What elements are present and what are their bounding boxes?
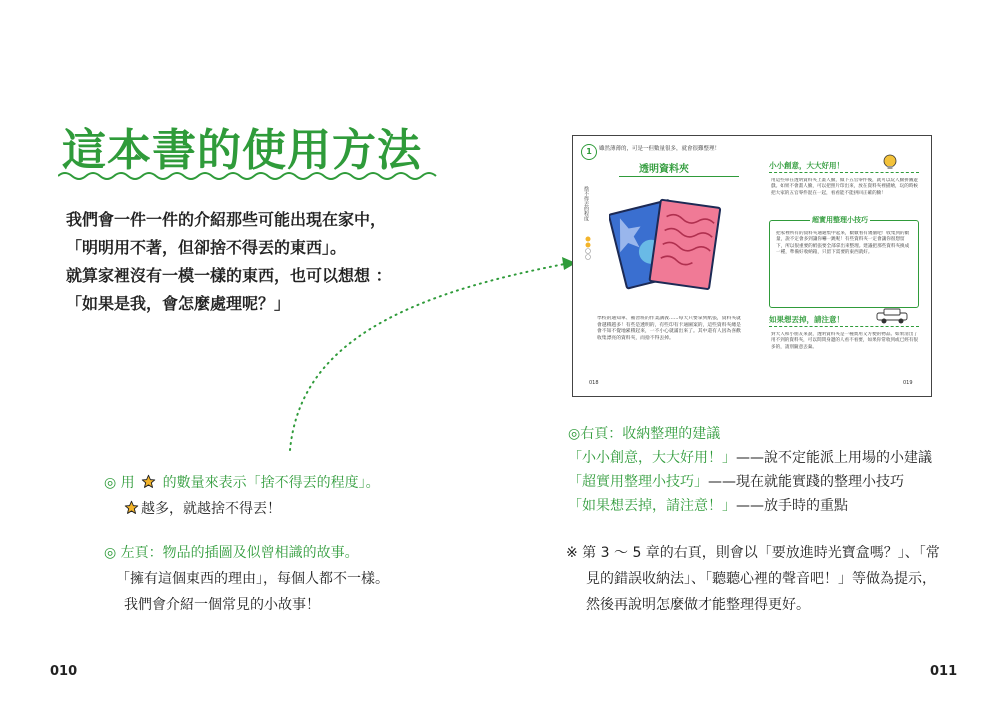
rnotes-heading: ◎右頁：收納整理的建議 bbox=[568, 426, 721, 442]
rnotes-item bbox=[568, 470, 932, 494]
thumb-caption: 雖然薄薄的，可是一但數量很多，就會很難整理！ bbox=[599, 146, 721, 152]
rnotes-item-desc: ——說不定能派上用場的小建議 bbox=[736, 450, 932, 466]
thumb-page-right: 019 bbox=[903, 380, 913, 386]
thumb-tip3-text: 對大人和小朋友來說，透明資料夾是一種實用又方便的物品。如果清出了用不到的資料夾，可以問問身邊的人看不看要，如果你常收到或已經有很多的，請別隨意丟棄。 bbox=[771, 332, 919, 350]
chapter-note-line: ※ 第 3 ～ 5 章的右頁，則會以「要放進時光寶盒嗎？」、「常 bbox=[566, 545, 940, 561]
note2-line: 「擁有這個東西的理由」，每個人都不一樣。 bbox=[116, 571, 389, 587]
note1-line2: 越多，就越捨不得丟！ bbox=[141, 501, 281, 517]
thumb-tip-rule bbox=[769, 172, 919, 173]
intro-line: 「明明用不著，但卻捨不得丟的東西」。 bbox=[66, 238, 347, 257]
rnotes-item-desc: ——放手時的重點 bbox=[736, 498, 848, 514]
thumb-tip2-title: 超實用整理小技巧 bbox=[812, 216, 868, 224]
example-spread-thumbnail bbox=[572, 135, 932, 397]
chapter-note bbox=[566, 540, 956, 618]
title-wave-underline bbox=[58, 170, 446, 182]
rnotes-item-desc: ——現在就能實踐的整理小技巧 bbox=[708, 474, 904, 490]
page-title: 這本書的使用方法 bbox=[62, 125, 422, 176]
note1-suffix: 的數量來表示「捨不得丟的程度」。 bbox=[162, 475, 380, 491]
thumb-story-text: 學校的通知單、補習班的作業講義……每天只要拿到紙張，資料夾就會越積越多！有些是透明的，有些印有卡通圖案的，這些資料夾總是會不知不覺地累積起來，一不小心就滿出來了。其中還有人因為喜歡收集漂亮的資料夾，而捨不得丟掉。 bbox=[597, 316, 741, 341]
star-icon bbox=[141, 474, 156, 489]
note1-prefix: ◎ 用 bbox=[104, 475, 135, 491]
right-page-notes bbox=[568, 422, 932, 518]
thumb-tip2-box bbox=[769, 216, 919, 308]
star-icon bbox=[124, 500, 139, 515]
rnotes-item bbox=[568, 446, 932, 470]
chapter-note-line: 見的錯誤收納法」、「聽聽心裡的聲音吧！」等做為提示， bbox=[586, 571, 936, 587]
dotted-arrow bbox=[280, 255, 585, 455]
note2-line: 我們會介紹一個常見的小故事！ bbox=[124, 597, 320, 613]
thumb-title-rule bbox=[619, 176, 739, 177]
note2-heading: ◎ 左頁：物品的插圖及似曾相識的故事。 bbox=[104, 545, 359, 561]
thumb-page-left: 018 bbox=[589, 380, 599, 386]
thumb-tip-rule bbox=[769, 326, 919, 327]
folder-illustration bbox=[609, 194, 725, 294]
page-number-left: 010 bbox=[50, 664, 78, 679]
intro-line: 「如果是我，會怎麼處理呢？」 bbox=[66, 294, 291, 313]
intro-line: 就算家裡沒有一模一樣的東西，也可以想想 ： bbox=[66, 266, 392, 285]
thumb-item-title: 透明資料夾 bbox=[639, 164, 689, 175]
thumb-star-rating bbox=[585, 236, 591, 264]
chapter-note-line: 然後再說明怎麼做才能整理得更好。 bbox=[586, 597, 810, 613]
thumb-tip2-text: 把家裡所有的資料夾通通集中起來，數數看有幾個吧！收集到的數量，說不定會多到讓你嚇一跳呢！有些資料夾一定會讓你很想留下，所以很重要的紙張要全部拿出來整理。建議把那些資料夾換成一種，準備好收納箱，只留下需要的東西就好。 bbox=[776, 231, 910, 256]
thumb-side-label: 捨不得丟的程度 bbox=[583, 186, 589, 221]
rnotes-item-label: 「小小創意，大大好用！」 bbox=[568, 450, 736, 466]
thumb-tip3-title: 如果想丟掉，請注意！ bbox=[769, 315, 844, 324]
page-number-right: 011 bbox=[930, 664, 958, 679]
rnotes-item-label: 「如果想丟掉，請注意！」 bbox=[568, 498, 736, 514]
intro-line: 我們會一件一件的介紹那些可能出現在家中， bbox=[66, 210, 387, 229]
left-page-note bbox=[104, 540, 389, 618]
star-rating-note bbox=[104, 470, 380, 522]
thumb-tip1-text: 用這些單在透明資料夾上畫人臉，做下五官零件後，就可以玩人臉拼圖遊戲。如果不會畫人臉，可以把照片印出來，放在資料夾裡描繪，玩的時候把大家的五官零件混在一起，看看能不能拼回正確的臉！ bbox=[771, 178, 919, 196]
rnotes-item bbox=[568, 494, 932, 518]
lightbulb-icon bbox=[881, 154, 899, 170]
rnotes-item-label: 「超實用整理小技巧」 bbox=[568, 474, 708, 490]
item-number-badge: 1 bbox=[581, 144, 597, 160]
car-icon bbox=[875, 308, 911, 324]
thumb-tip1-title: 小小創意，大大好用！ bbox=[769, 161, 844, 170]
